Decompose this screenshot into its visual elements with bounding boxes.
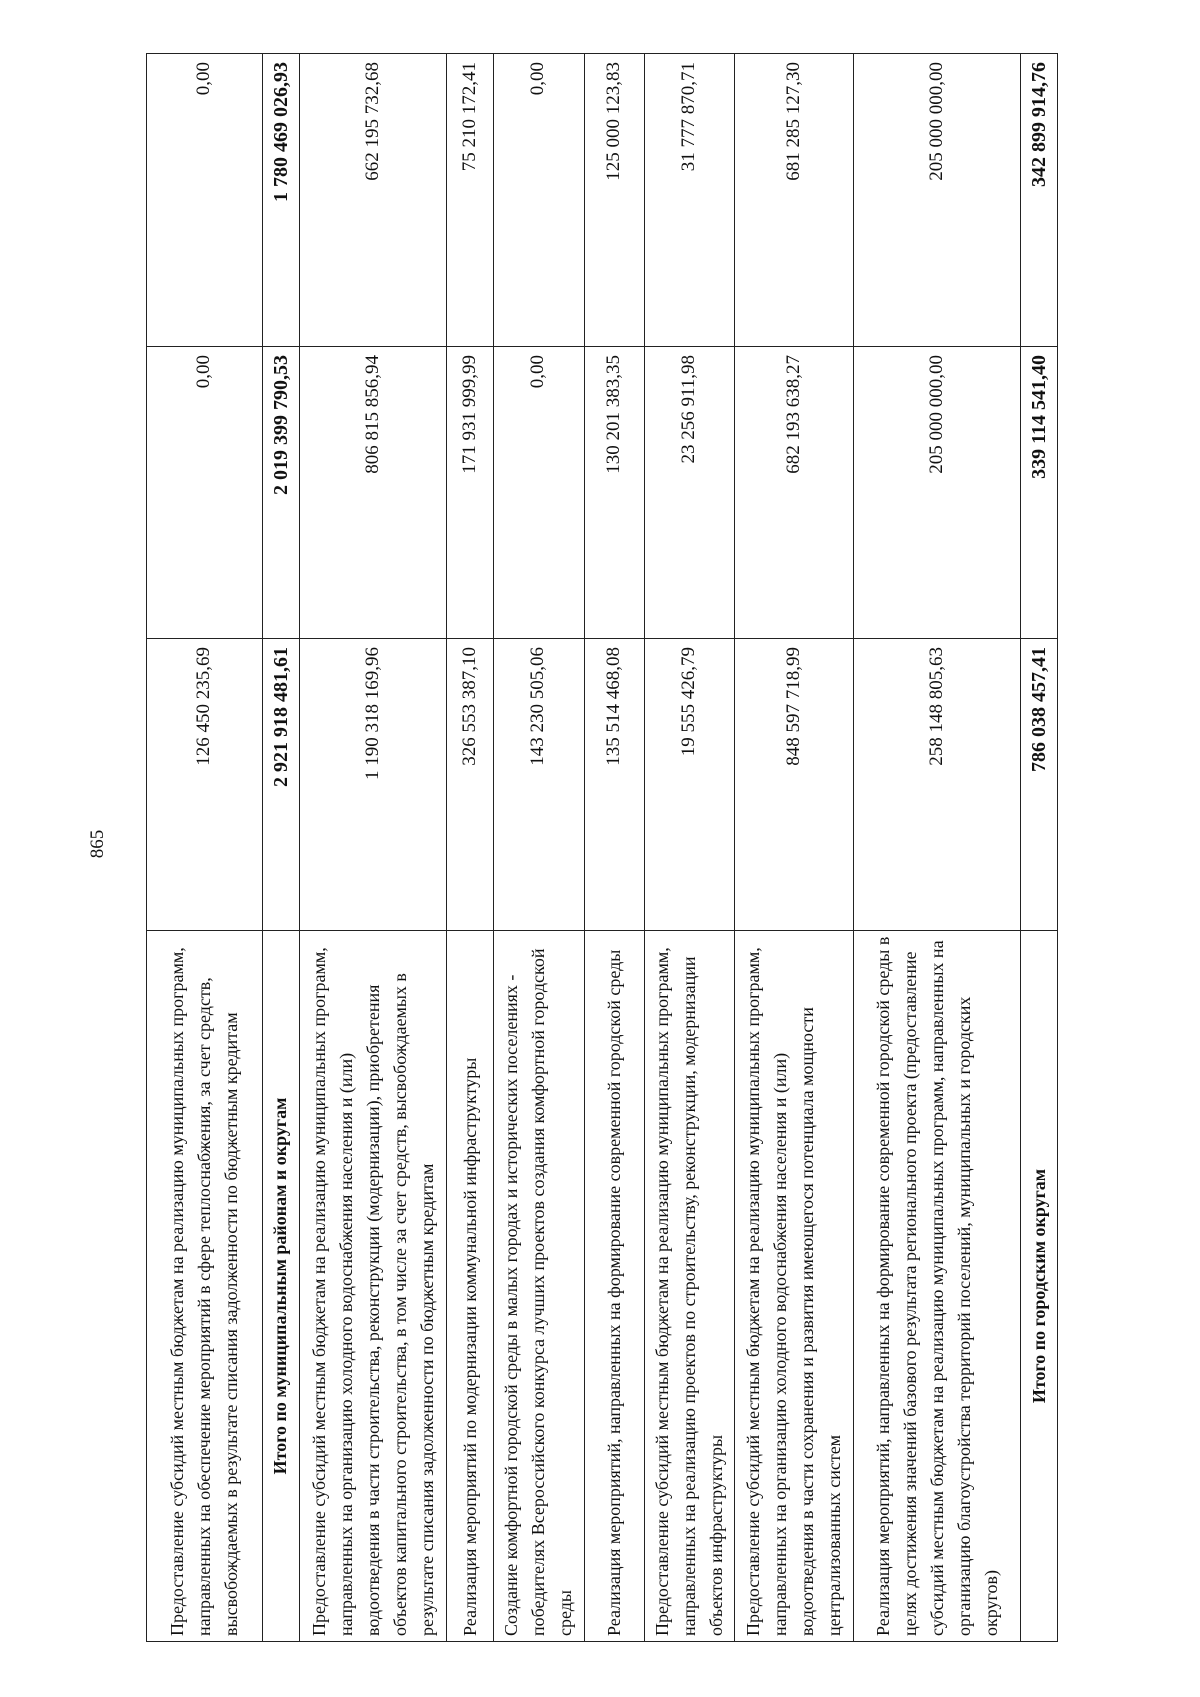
row-value-3: 681 285 127,30: [735, 54, 854, 347]
row-value-3: 0,00: [493, 54, 584, 347]
row-value-1: 126 450 235,69: [147, 639, 263, 931]
row-description: Предоставление субсидий местным бюджетам на реализацию муниципальных программ, направленных на организацию холодного водоснабжения населения и (или) водоотведения в части строительства, реконструкции (модернизации), приобретения объектов капитального строительства, в том числе за счет средств, высвобождаемых в результате списания задолженности по бюджетным кредитам: [299, 931, 447, 1642]
table-row: [644, 54, 735, 1642]
table-row: [584, 54, 644, 1642]
row-description: Итого по муниципальным районам и округам: [262, 931, 299, 1642]
row-value-3: 342 899 914,76: [1021, 54, 1058, 347]
row-value-3: 31 777 870,71: [644, 54, 735, 347]
row-description: Реализация мероприятий, направленных на формирование современной городской среды в целях достижения значений базового результата регионального проекта (предоставление субсидий местным бюджетам на реализацию муниципальных программ, направленных на организацию благоустройства территорий поселений, муниципальных и городских округов): [854, 931, 1021, 1642]
row-description: Реализация мероприятий, направленных на формирование современной городской среды: [584, 931, 644, 1642]
row-value-2: 0,00: [493, 347, 584, 639]
row-value-2: 682 193 638,27: [735, 347, 854, 639]
row-value-1: 143 230 505,06: [493, 639, 584, 931]
row-description: Итого по городским округам: [1021, 931, 1058, 1642]
row-value-2: 205 000 000,00: [854, 347, 1021, 639]
row-value-1: 326 553 387,10: [447, 639, 493, 931]
table-row: [447, 54, 493, 1642]
row-value-1: 135 514 468,08: [584, 639, 644, 931]
row-value-2: 130 201 383,35: [584, 347, 644, 639]
row-value-1: 19 555 426,79: [644, 639, 735, 931]
row-value-2: 0,00: [147, 347, 263, 639]
row-value-1: 786 038 457,41: [1021, 639, 1058, 931]
row-value-3: 1 780 469 026,93: [262, 54, 299, 347]
row-value-1: 258 148 805,63: [854, 639, 1021, 931]
table-row: [735, 54, 854, 1642]
page-number: 865: [87, 829, 108, 859]
table-row: [147, 54, 263, 1642]
table-row: [854, 54, 1021, 1642]
row-value-3: 662 195 732,68: [299, 54, 447, 347]
row-value-2: 171 931 999,99: [447, 347, 493, 639]
total-row: [262, 54, 299, 1642]
row-value-1: 848 597 718,99: [735, 639, 854, 931]
row-description: Реализация мероприятий по модернизации коммунальной инфраструктуры: [447, 931, 493, 1642]
row-value-2: 806 815 856,94: [299, 347, 447, 639]
row-description: Предоставление субсидий местным бюджетам на реализацию муниципальных программ, направленных на организацию холодного водоснабжения населения и (или) водоотведения в части сохранения и развития имеющегося потенциала мощности централизованных систем: [735, 931, 854, 1642]
row-description: Предоставление субсидий местным бюджетам на реализацию муниципальных программ, направленных на обеспечение мероприятий в сфере теплоснабжения, за счет средств, высвобождаемых в результате списания задолженности по бюджетным кредитам: [147, 931, 263, 1642]
row-value-1: 2 921 918 481,61: [262, 639, 299, 931]
row-description: Создание комфортной городской среды в малых городах и исторических поселениях - победителях Всероссийского конкурса лучших проектов создания комфортной городской среды: [493, 931, 584, 1642]
row-value-1: 1 190 318 169,96: [299, 639, 447, 931]
table-row: [299, 54, 447, 1642]
row-value-3: 125 000 123,83: [584, 54, 644, 347]
row-value-3: 75 210 172,41: [447, 54, 493, 347]
total-row: [1021, 54, 1058, 1642]
row-value-2: 2 019 399 790,53: [262, 347, 299, 639]
row-value-2: 23 256 911,98: [644, 347, 735, 639]
row-value-3: 205 000 000,00: [854, 54, 1021, 347]
row-description: Предоставление субсидий местным бюджетам на реализацию муниципальных программ, направленных на реализацию проектов по строительству, реконструкции, модернизации объектов инфраструктуры: [644, 931, 735, 1642]
table-body: [147, 54, 1058, 1642]
row-value-3: 0,00: [147, 54, 263, 347]
table-row: [493, 54, 584, 1642]
row-value-2: 339 114 541,40: [1021, 347, 1058, 639]
rotated-table-container: [146, 54, 1058, 1642]
budget-table: [146, 53, 1058, 1642]
